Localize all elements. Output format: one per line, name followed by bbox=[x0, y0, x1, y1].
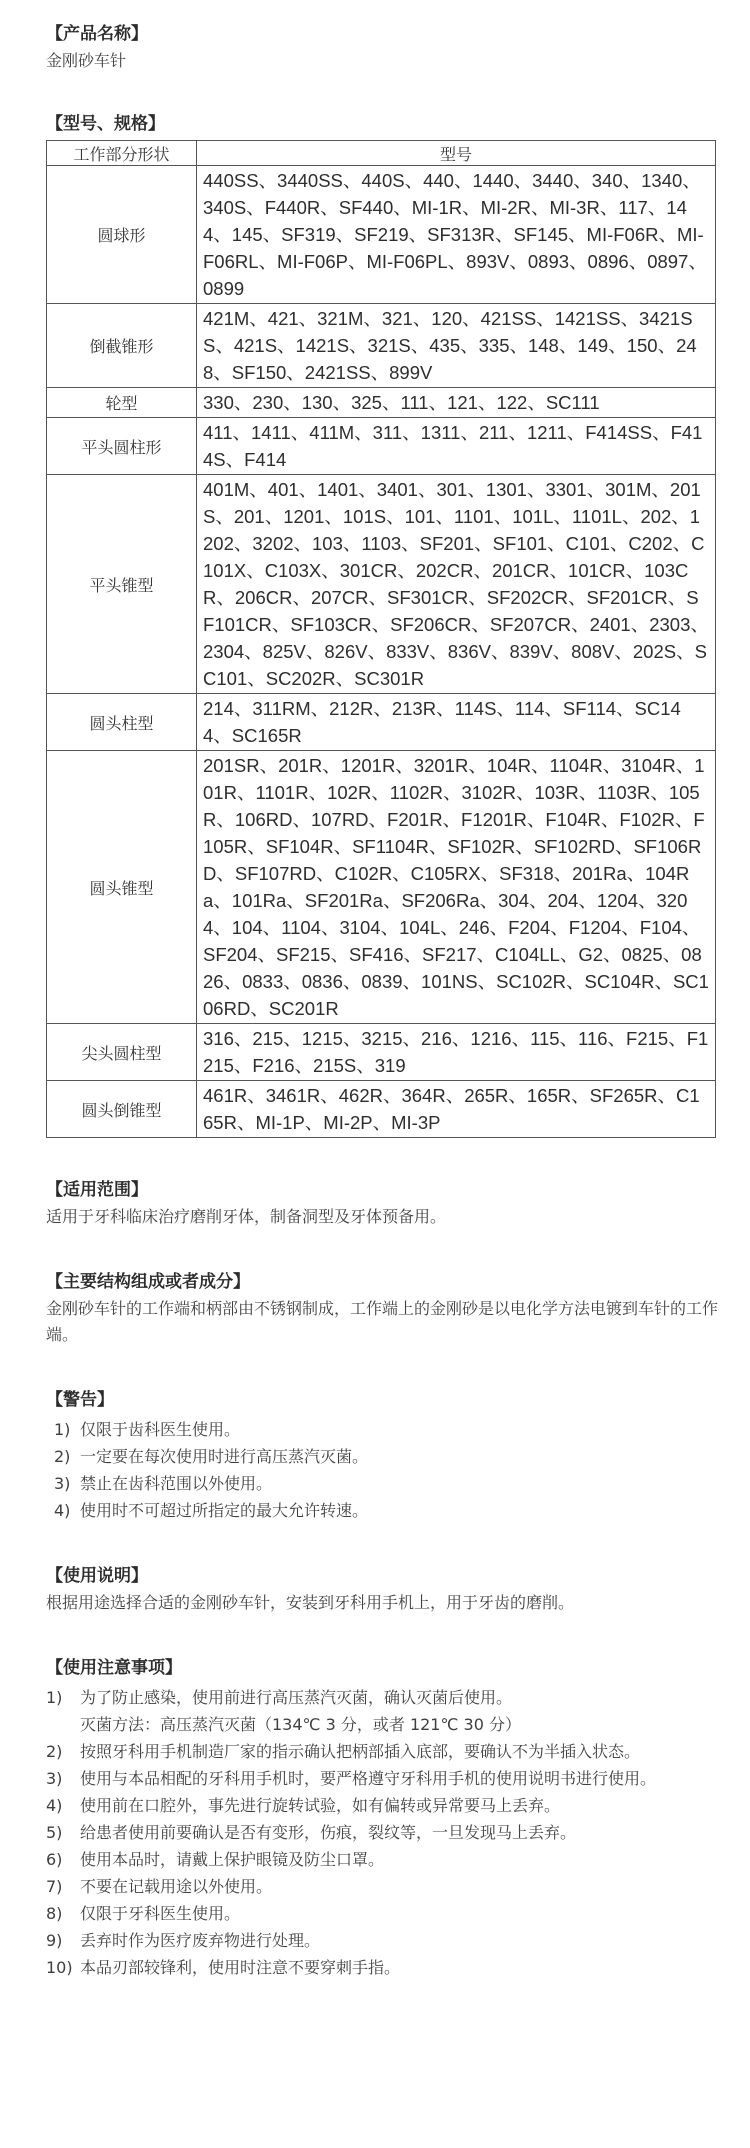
table-row bbox=[47, 1024, 716, 1081]
table-row bbox=[47, 694, 716, 751]
item-number: 1) bbox=[46, 1688, 63, 1707]
list-item bbox=[46, 1792, 720, 1819]
composition-title: 【主要结构组成或者成分】 bbox=[46, 1272, 250, 1292]
models-cell: 421M、421、321M、321、120、421SS、1421SS、3421SS、421S、1421S、321S、435、335、148、149、150、248、SF150、2421SS、899V bbox=[197, 304, 716, 388]
list-item bbox=[46, 1765, 720, 1792]
item-text: 不要在记载用途以外使用。 bbox=[80, 1877, 273, 1896]
composition-section bbox=[46, 1270, 720, 1348]
item-text: 使用本品时，请戴上保护眼镜及防尘口罩。 bbox=[80, 1850, 385, 1869]
item-number: 2) bbox=[46, 1742, 63, 1761]
item-text: 本品刃部较锋利，使用时注意不要穿刺手指。 bbox=[80, 1958, 401, 1977]
table-row bbox=[47, 388, 716, 418]
scope-title: 【适用范围】 bbox=[46, 1180, 148, 1200]
models-cell: 201SR、201R、1201R、3201R、104R、1104R、3104R、101R、1101R、102R、1102R、3102R、103R、1103R、105R、106RD、107RD、F201R、F1201R、F104R、F102R、F105R、SF104R、SF1104R、SF102R、SF102RD、SF106RD、SF107RD、C102R、C105RX、SF318、201Ra、104Ra、101Ra、SF201Ra、SF206Ra、304、204、1204、3204、104、1104、3104、104L、246、F204、F1204、F104、SF204、SF215、SF416、SF217、C104LL、G2、0825、0826、0833、0836、0839、101NS、SC102R、SC104R、SC106RD、SC201R bbox=[197, 751, 716, 1024]
shape-cell: 圆头锥型 bbox=[47, 751, 197, 1024]
item-number: 7) bbox=[46, 1877, 63, 1896]
shape-cell: 倒截锥形 bbox=[47, 304, 197, 388]
shape-cell: 圆球形 bbox=[47, 166, 197, 304]
caution-list bbox=[46, 1684, 720, 1981]
list-item bbox=[46, 1846, 720, 1873]
list-item bbox=[46, 1738, 720, 1765]
product-name-section bbox=[46, 22, 720, 74]
shape-cell: 平头圆柱形 bbox=[47, 418, 197, 475]
item-number: 9) bbox=[46, 1931, 63, 1950]
item-text: 禁止在齿科范围以外使用。 bbox=[80, 1474, 273, 1493]
model-spec-section bbox=[46, 112, 720, 1138]
item-number: 4) bbox=[54, 1501, 71, 1520]
item-text: 按照牙科用手机制造厂家的指示确认把柄部插入底部，要确认不为半插入状态。 bbox=[80, 1742, 641, 1761]
item-number: 8) bbox=[46, 1904, 63, 1923]
item-number: 1) bbox=[54, 1420, 71, 1439]
product-name-value: 金刚砂车针 bbox=[46, 51, 127, 70]
caution-section bbox=[46, 1656, 720, 1981]
shape-cell: 平头锥型 bbox=[47, 475, 197, 694]
list-item bbox=[46, 1900, 720, 1927]
table-row bbox=[47, 751, 716, 1024]
item-text: 仅限于牙科医生使用。 bbox=[80, 1904, 241, 1923]
item-text: 使用前在口腔外，事先进行旋转试验，如有偏转或异常要马上丢弃。 bbox=[80, 1796, 561, 1815]
list-item bbox=[46, 1416, 720, 1443]
spec-table-header-row bbox=[47, 141, 716, 166]
list-item bbox=[46, 1684, 720, 1738]
models-cell: 401M、401、1401、3401、301、1301、3301、301M、201S、201、1201、101S、101、1101、101L、1101L、202、1202、3202、103、1103、SF201、SF101、C101、C202、C101X、C103X、301CR、202CR、201CR、101CR、103CR、206CR、207CR、SF301CR、SF202CR、SF201CR、SF101CR、SF103CR、SF206CR、SF207CR、2401、2303、2304、825V、826V、833V、836V、839V、808V、202S、SC101、SC202R、SC301R bbox=[197, 475, 716, 694]
item-text: 使用与本品相配的牙科用手机时，要严格遵守牙科用手机的使用说明书进行使用。 bbox=[80, 1769, 657, 1788]
caution-title: 【使用注意事项】 bbox=[46, 1658, 182, 1678]
usage-value: 根据用途选择合适的金刚砂车针，安装到牙科用手机上，用于牙齿的磨削。 bbox=[46, 1593, 575, 1612]
list-item bbox=[46, 1819, 720, 1846]
list-item bbox=[46, 1443, 720, 1470]
item-subtext: 灭菌方法：高压蒸汽灭菌（134℃ 3 分，或者 121℃ 30 分） bbox=[80, 1715, 521, 1734]
list-item bbox=[46, 1497, 720, 1524]
shape-cell: 圆头倒锥型 bbox=[47, 1081, 197, 1138]
item-text: 使用时不可超过所指定的最大允许转速。 bbox=[80, 1501, 369, 1520]
table-row bbox=[47, 475, 716, 694]
shape-cell: 圆头柱型 bbox=[47, 694, 197, 751]
usage-title: 【使用说明】 bbox=[46, 1566, 148, 1586]
item-text: 仅限于齿科医生使用。 bbox=[80, 1420, 241, 1439]
item-number: 3) bbox=[46, 1769, 63, 1788]
list-item bbox=[46, 1873, 720, 1900]
table-row bbox=[47, 418, 716, 475]
models-cell: 461R、3461R、462R、364R、265R、165R、SF265R、C165R、MI-1P、MI-2P、MI-3P bbox=[197, 1081, 716, 1138]
warning-list bbox=[46, 1416, 720, 1524]
item-number: 10) bbox=[46, 1958, 73, 1977]
item-text: 丢弃时作为医疗废弃物进行处理。 bbox=[80, 1931, 321, 1950]
usage-section bbox=[46, 1564, 720, 1616]
shape-cell: 轮型 bbox=[47, 388, 197, 418]
models-cell: 411、1411、411M、311、1311、211、1211、F414SS、F414S、F414 bbox=[197, 418, 716, 475]
item-number: 5) bbox=[46, 1823, 63, 1842]
table-row bbox=[47, 304, 716, 388]
scope-value: 适用于牙科临床治疗磨削牙体，制备洞型及牙体预备用。 bbox=[46, 1207, 447, 1226]
item-number: 2) bbox=[54, 1447, 71, 1466]
item-number: 4) bbox=[46, 1796, 63, 1815]
warning-section bbox=[46, 1388, 720, 1524]
item-text: 一定要在每次使用时进行高压蒸汽灭菌。 bbox=[80, 1447, 369, 1466]
scope-section bbox=[46, 1178, 720, 1230]
spec-table bbox=[46, 140, 716, 1138]
header-models: 型号 bbox=[197, 141, 716, 166]
product-name-title: 【产品名称】 bbox=[46, 24, 148, 44]
list-item bbox=[46, 1927, 720, 1954]
list-item bbox=[46, 1954, 720, 1981]
models-cell: 316、215、1215、3215、216、1216、115、116、F215、F1215、F216、215S、319 bbox=[197, 1024, 716, 1081]
table-row bbox=[47, 1081, 716, 1138]
models-cell: 330、230、130、325、111、121、122、SC111 bbox=[197, 388, 716, 418]
model-spec-title: 【型号、规格】 bbox=[46, 114, 165, 134]
list-item bbox=[46, 1470, 720, 1497]
item-number: 3) bbox=[54, 1474, 71, 1493]
item-text: 给患者使用前要确认是否有变形，伤痕，裂纹等，一旦发现马上丢弃。 bbox=[80, 1823, 577, 1842]
warning-title: 【警告】 bbox=[46, 1390, 114, 1410]
models-cell: 214、311RM、212R、213R、114S、114、SF114、SC144、SC165R bbox=[197, 694, 716, 751]
models-cell: 440SS、3440SS、440S、440、1440、3440、340、1340、340S、F440R、SF440、MI-1R、MI-2R、MI-3R、117、144、145、SF319、SF219、SF313R、SF145、MI-F06R、MI-F06RL、MI-F06P、MI-F06PL、893V、0893、0896、0897、0899 bbox=[197, 166, 716, 304]
composition-value: 金刚砂车针的工作端和柄部由不锈钢制成，工作端上的金刚砂是以电化学方法电镀到车针的工作端。 bbox=[46, 1299, 719, 1344]
item-number: 6) bbox=[46, 1850, 63, 1869]
shape-cell: 尖头圆柱型 bbox=[47, 1024, 197, 1081]
item-text: 为了防止感染，使用前进行高压蒸汽灭菌，确认灭菌后使用。 bbox=[80, 1688, 513, 1707]
header-shape: 工作部分形状 bbox=[47, 141, 197, 166]
table-row bbox=[47, 166, 716, 304]
